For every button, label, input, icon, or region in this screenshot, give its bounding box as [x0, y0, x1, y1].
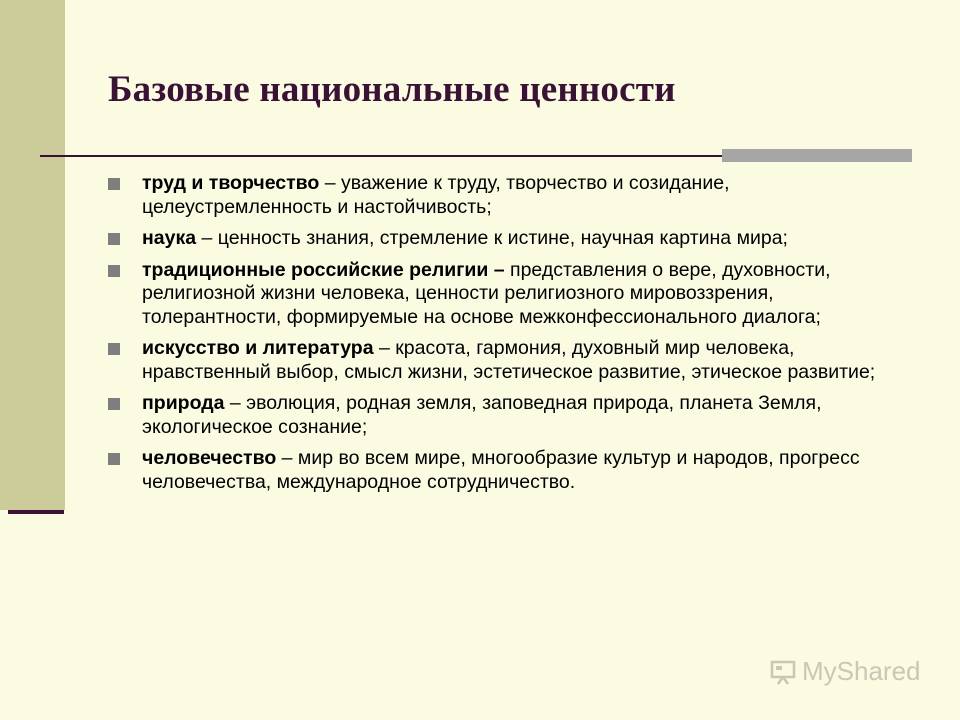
- left-decor-line: [8, 510, 64, 514]
- item-term: природа: [142, 392, 225, 414]
- square-bullet-icon: [108, 343, 120, 355]
- item-description: – ценность знания, стремление к истине, научная картина мира;: [196, 227, 788, 249]
- square-bullet-icon: [108, 398, 120, 410]
- list-item: [108, 447, 908, 494]
- item-description: – эволюция, родная земля, заповедная природа, планета Земля, экологическое сознание;: [142, 392, 822, 438]
- item-description: представления о вере, духовности, религиозной жизни человека, ценности религиозного мировоззрения, толерантности, формируемые на основе межконфессионального диалога;: [142, 258, 831, 328]
- square-bullet-icon: [108, 453, 120, 465]
- list-item: [108, 227, 908, 251]
- presentation-board-icon: [770, 659, 796, 685]
- square-bullet-icon: [108, 265, 120, 277]
- square-bullet-icon: [108, 178, 120, 190]
- watermark-text: MyShared: [802, 656, 921, 686]
- values-list: [108, 172, 908, 502]
- item-term: человечество: [142, 447, 277, 469]
- list-item: [108, 259, 908, 330]
- item-description: – мир во всем мире, многообразие культур и народов, прогресс человечества, международное сотрудничество.: [142, 447, 860, 493]
- item-term: искусство и литература: [142, 337, 374, 359]
- left-decor-band: [0, 0, 65, 510]
- list-item: [108, 337, 908, 384]
- watermark: [770, 656, 921, 687]
- item-term: наука: [142, 227, 197, 249]
- item-description: – уважение к труду, творчество и созидание, целеустремленность и настойчивость;: [142, 172, 730, 218]
- list-item: [108, 172, 908, 219]
- item-term: труд и творчество: [142, 172, 320, 194]
- list-item: [108, 392, 908, 439]
- item-description: – красота, гармония, духовный мир человека, нравственный выбор, смысл жизни, эстетическое развитие, этическое развитие;: [142, 337, 876, 383]
- title-divider-accent: [722, 149, 912, 162]
- item-term: традиционные российские религии –: [142, 258, 505, 281]
- square-bullet-icon: [108, 233, 120, 245]
- slide-title: Базовые национальные ценности: [108, 69, 676, 110]
